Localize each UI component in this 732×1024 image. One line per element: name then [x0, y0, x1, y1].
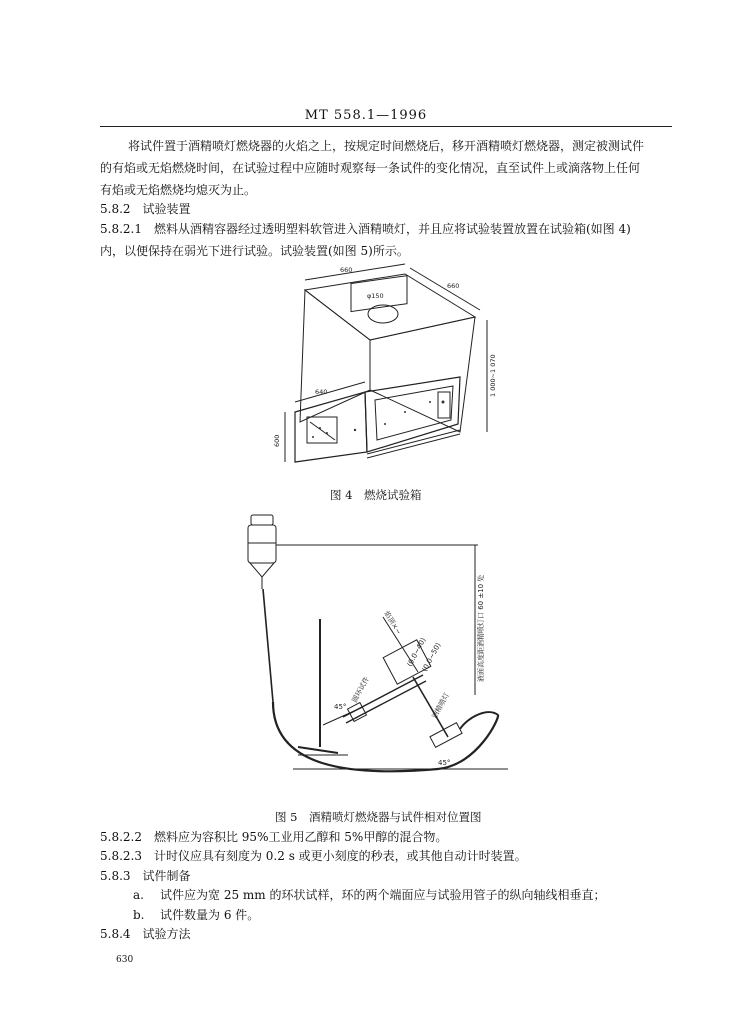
section-5-8-4-heading: 5.8.4 试验方法: [100, 927, 191, 941]
standard-header: MT 558.1—1996: [304, 108, 428, 123]
dim-depth: 660: [447, 282, 460, 290]
intro-line-2: 的有焰或无焰燃烧时间，在试验过程中应随时观察每一条试件的变化情况，直至试件上或滴落物上任何: [100, 161, 641, 175]
figure-5-burner-position: [238, 507, 518, 792]
figure-4-caption: 图 4 燃烧试验箱: [330, 488, 422, 502]
header-rule: [100, 126, 672, 127]
fig5-dist-a: (0.0~40): [405, 636, 428, 668]
fig5-angle-bottom: 45°: [438, 759, 451, 767]
page-number: 630: [116, 955, 134, 965]
dim-front-height: 600: [273, 434, 281, 447]
dim-front-width: 640: [315, 388, 328, 396]
section-5-8-3-heading: 5.8.3 试件制备: [100, 869, 191, 883]
fig5-ring-specimen-label: 圆环试件: [350, 675, 371, 704]
section-5-8-2-heading: 5.8.2 试验装置: [100, 202, 191, 216]
fig5-angle-left: 45°: [334, 703, 347, 711]
section-5-8-2-2: 5.8.2.2 燃料应为容积比 95%工业用乙醇和 5%甲醇的混合物。: [100, 830, 448, 844]
section-5-8-3-item-a: 试件应为宽 25 mm 的环状试样，环的两个端面应与试验用管子的纵向轴线相垂直；: [160, 888, 606, 902]
section-5-8-3-item-b: 试件数量为 6 件。: [160, 908, 260, 922]
fig5-dist-b: (0.0~50): [420, 641, 443, 673]
intro-line-3: 有焰或无焰燃烧均熄灭为止。: [100, 183, 257, 197]
fig5-lamp-label: 酒精喷灯: [430, 691, 451, 720]
section-5-8-2-1-line-1: 5.8.2.1 燃料从酒精容器经过透明塑料软管进入酒精喷灯，并且应将试验装置放置在试验箱(如图 4): [100, 222, 631, 236]
fig5-flame-top-label: 焰顶×~: [382, 609, 403, 636]
list-marker-b: b.: [133, 908, 145, 922]
section-5-8-2-1-line-2: 内，以便保持在弱光下进行试验。试验装置(如图 5)所示。: [100, 244, 409, 258]
figure-4-test-box: [255, 262, 505, 482]
dim-top-width: 660: [340, 266, 353, 274]
list-marker-a: a.: [133, 888, 144, 902]
section-5-8-2-3: 5.8.2.3 计时仪应具有刻度为 0.2 s 或更小刻度的秒表，或其他自动计时装置。: [100, 849, 527, 863]
intro-line-1: 将试件置于酒精喷灯燃烧器的火焰之上，按规定时间燃烧后，移开酒精喷灯燃烧器，测定被测试件: [128, 139, 645, 153]
dim-hole: φ150: [367, 292, 384, 300]
dim-height: 1 000~1 070: [489, 354, 497, 397]
fig5-height-note: 液面高度距酒精喷灯口 60 ±10 处: [477, 574, 485, 682]
figure-5-caption: 图 5 酒精喷灯燃烧器与试件相对位置图: [275, 810, 482, 824]
